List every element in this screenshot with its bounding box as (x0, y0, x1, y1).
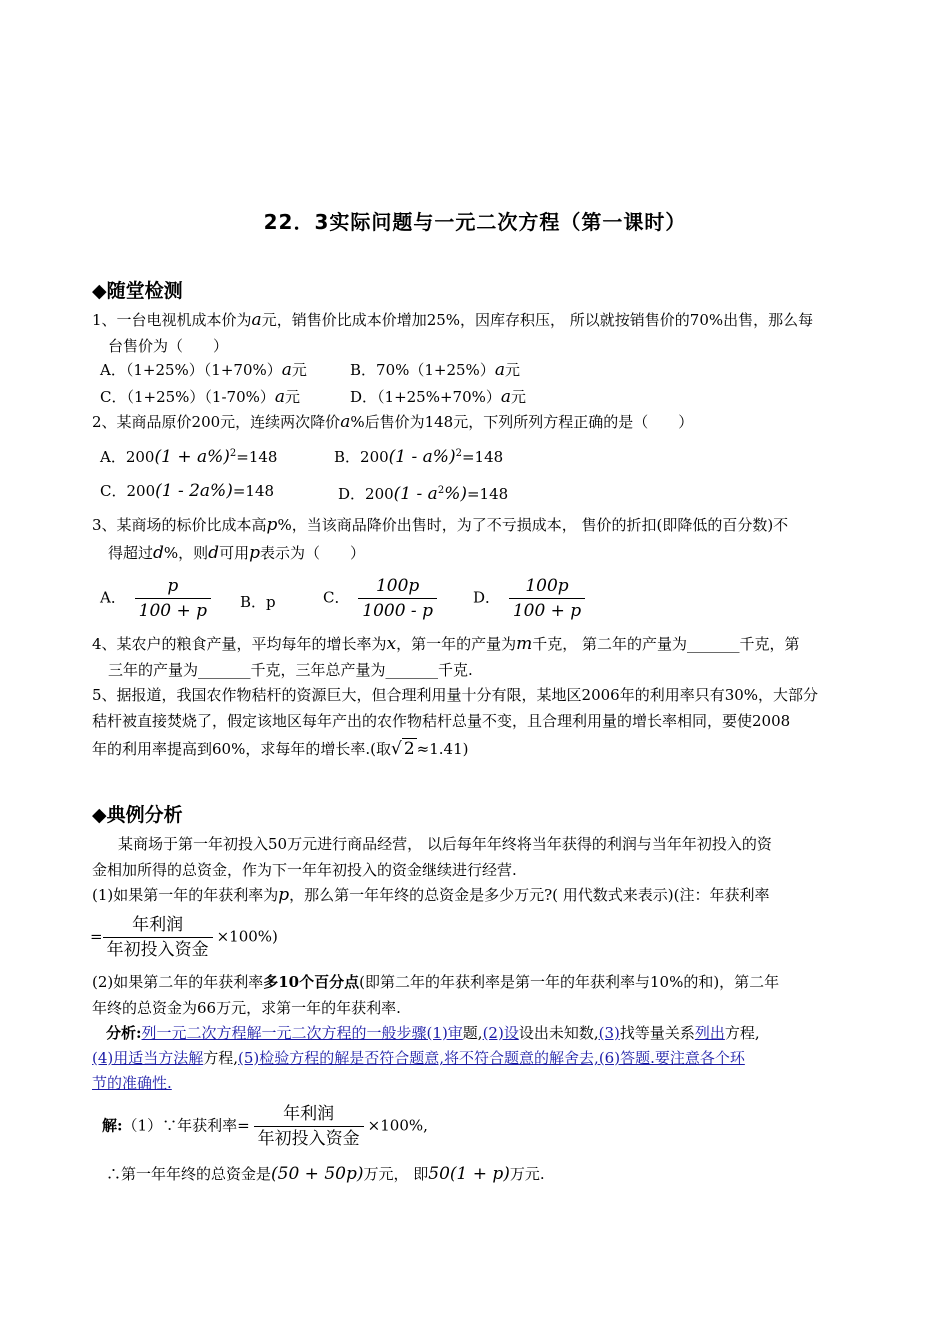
question-5-line-2: 秸杆被直接焚烧了，假定该地区每年产出的农作物秸杆总量不变，且合理利用量的增长率相同，要使2008 (92, 712, 791, 730)
example-question-2-line-2: 年终的总资金为66万元，求第一年的年获利率. (92, 999, 401, 1017)
question-1-line-2: 台售价为（ ） (108, 337, 229, 355)
question-3-option-a: A． $\frac{p}{100 + p}$ (100, 576, 215, 621)
section-heading-quiz: ◆随堂检测 (92, 280, 183, 302)
fraction: $\frac{\text{年利润}}{\text{年初投入资金}}$ (103, 915, 213, 960)
analysis-line-2: (4)用适当方法解方程,(5)检验方程的解是否符合题意,将不符合题意的解舍去,(6)答题.要注意各个环 (92, 1049, 745, 1067)
question-3-line-1: 3、某商场的标价比成本高p%，当该商品降价出售时，为了不亏损成本， 售价的折扣(即降低的百分数)不 (92, 515, 789, 535)
question-2-option-d: D．$200(1 - a^2\%)=148$ (338, 484, 509, 504)
solution-line-1: 解:（1）∵年获利率= $\frac{\text{年利润}}{\text{年初投入资金}}$ ×100%, (102, 1104, 428, 1149)
analysis-link[interactable]: (2)设 (482, 1024, 519, 1042)
fraction: $\frac{100p}{1000 - p}$ (358, 576, 437, 621)
question-1-option-c: C．（1+25%）（1-70%）a元 (100, 387, 301, 407)
question-1-option-a: A．（1+25%）（1+70%）a元 (100, 360, 307, 380)
question-3-option-d: D． $\frac{100p}{100 + p}$ (473, 576, 589, 621)
fraction: $\frac{100p}{100 + p}$ (509, 576, 585, 621)
question-2-stem: 2、某商品原价200元，连续两次降价a%后售价为148元，下列所列方程正确的是（ ） (92, 412, 694, 432)
question-4-line-2: 三年的产量为_______千克，三年总产量为_______千克. (108, 661, 473, 679)
sqrt-symbol: √ 2 (390, 739, 415, 759)
question-1-option-b: B．70%（1+25%）a元 (350, 360, 520, 380)
example-paragraph-line-1: 某商场于第一年初投入50万元进行商品经营， 以后每年年终将当年获得的利润与当年年初投入的资 (118, 835, 772, 853)
question-2-option-a: A．$200(1 + a\%)^2=148$ (100, 447, 278, 467)
question-2-option-b: B．200(1 - a%)$^2$=148 (334, 447, 504, 467)
question-1-line-1: 1、一台电视机成本价为a元，销售价比成本价增加25%，因库存积压， 所以就按销售价的70%出售，那么每 (92, 310, 814, 330)
example-question-2-line-1: (2)如果第二年的年获利率多10个百分点(即第二年的年获利率是第一年的年获利率与10%的和)，第二年 (92, 973, 780, 991)
question-3-line-2: 得超过d%，则d可用p表示为（ ） (108, 543, 365, 563)
analysis-link[interactable]: 列出 (694, 1024, 725, 1042)
fraction: $\frac{\text{年利润}}{\text{年初投入资金}}$ (254, 1104, 364, 1149)
page-title: 22．3实际问题与一元二次方程（第一课时） (263, 210, 687, 234)
analysis-line-3 (92, 1073, 172, 1093)
analysis-link[interactable]: 节的准确性. (92, 1074, 172, 1092)
fraction: $\frac{p}{100 + p}$ (135, 576, 211, 621)
question-5-line-1: 5、据报道，我国农作物秸杆的资源巨大，但合理利用量十分有限，某地区2006年的利用率只有30%，大部分 (92, 686, 819, 704)
section-heading-examples: ◆典例分析 (92, 804, 183, 826)
question-3-option-b: B．p (240, 593, 276, 611)
solution-line-2: ∴第一年年终的总资金是(50 + 50p)万元， 即50(1 + p)万元. (106, 1164, 545, 1184)
question-3-option-c: C． $\frac{100p}{1000 - p}$ (323, 576, 441, 621)
example-question-1: (1)如果第一年的年获利率为p，那么第一年年终的总资金是多少万元?( 用代数式来表示)(注：年获利率 (92, 885, 770, 905)
analysis-line-1: 分析:列一元二次方程解一元二次方程的一般步骤(1)审题,(2)设设出未知数,(3)找等量关系列出方程, (106, 1024, 760, 1042)
question-5-line-3: 年的利用率提高到60%，求每年的增长率.(取√ 2 ≈1.41) (92, 739, 469, 759)
question-2-option-c: C．200(1 - 2a%)=148 (100, 481, 275, 501)
example-formula-note: = $\frac{\text{年利润}}{\text{年初投入资金}}$ ×100%) (90, 915, 278, 960)
analysis-link[interactable]: (3) (598, 1024, 620, 1042)
analysis-link[interactable]: (4)用适当方法解 (92, 1049, 204, 1067)
analysis-link[interactable]: 列一元二次方程解一元二次方程的一般步骤(1)审 (141, 1024, 463, 1042)
question-4-line-1: 4、某农户的粮食产量，平均每年的增长率为x，第一年的产量为m千克， 第二年的产量为_______千克，第 (92, 634, 800, 654)
question-1-option-d: D．（1+25%+70%）a元 (350, 387, 527, 407)
example-paragraph-line-2: 金相加所得的总资金，作为下一年年初投入的资金继续进行经营. (92, 861, 517, 879)
analysis-link[interactable]: (5)检验方程的解是否符合题意,将不符合题意的解舍去,(6)答题.要注意各个环 (238, 1049, 745, 1067)
